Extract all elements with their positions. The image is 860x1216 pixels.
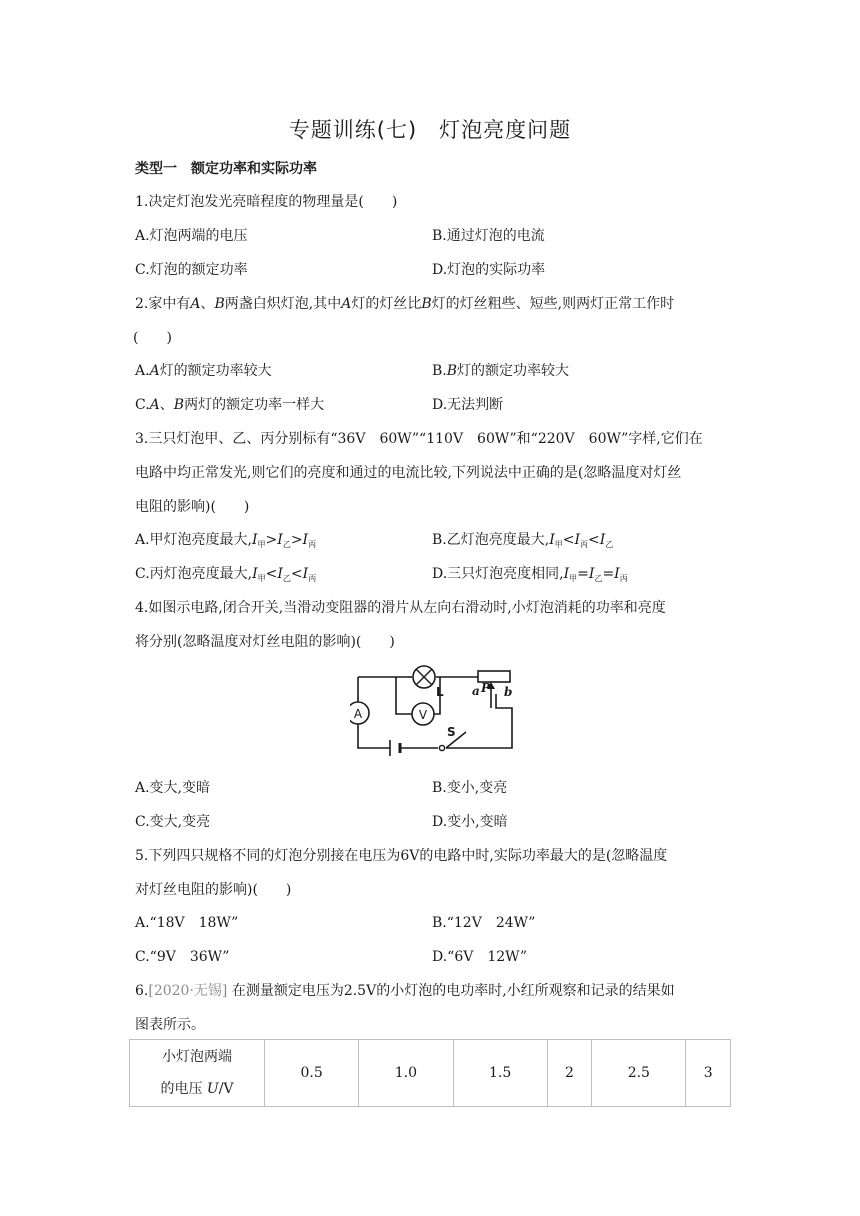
q4-option-c[interactable]: C.变大,变亮 <box>135 814 211 830</box>
q2-text: 灯的灯丝粗些、短些,则两灯正常工作时 <box>431 296 675 312</box>
question-2-stem-line1 <box>135 293 674 313</box>
q2-text: 2.家中有 <box>135 296 191 312</box>
ammeter-label: A <box>353 707 363 721</box>
table-cell: 1.5 <box>453 1040 547 1107</box>
current-symbol: I <box>252 566 258 582</box>
q1-option-b[interactable]: B.通过灯泡的电流 <box>432 228 545 244</box>
page-title: 专题训练(七) 灯泡亮度问题 <box>288 118 572 142</box>
relation: > <box>290 532 303 548</box>
relation: < <box>588 532 600 548</box>
question-3-stem-line1: 3.三只灯泡甲、乙、丙分别标有“36V 60W”“110V 60W”和“220V 60W”字样,它们在 <box>135 431 703 447</box>
q2-option-b[interactable] <box>432 360 569 380</box>
q2-option-letter: C. <box>135 397 150 413</box>
q4-option-b[interactable]: B.变小,变亮 <box>432 780 508 796</box>
q3-option-b[interactable] <box>432 529 613 550</box>
current-symbol: I <box>302 532 309 548</box>
subscript-yi: 乙 <box>594 574 603 583</box>
table-cell: 0.5 <box>265 1040 359 1107</box>
current-symbol: I <box>252 532 258 548</box>
q2-text: 、 <box>159 397 174 413</box>
current-symbol: I <box>302 566 309 582</box>
q2-var-b: B <box>214 296 225 312</box>
q2-text: 两盏白炽灯泡,其中 <box>224 296 342 312</box>
q3-option-text: D.三只灯泡亮度相同, <box>432 566 564 582</box>
slider-label-b: b <box>504 685 513 699</box>
q2-option-letter: A. <box>135 363 150 379</box>
table-header-line1: 小灯泡两端 <box>162 1049 232 1065</box>
switch-label: S <box>447 725 456 739</box>
q3-option-text: B.乙灯泡亮度最大, <box>432 532 550 548</box>
question-2-stem-line2: ( ) <box>133 330 172 346</box>
q2-option-c[interactable] <box>135 394 324 414</box>
wire-volt-left <box>396 677 412 714</box>
current-symbol: I <box>599 532 606 548</box>
question-6-stem-line1 <box>135 980 675 1000</box>
voltmeter-label: V <box>418 708 428 722</box>
question-1-stem: 1.决定灯泡发光亮暗程度的物理量是( ) <box>135 194 398 210</box>
subscript-yi: 乙 <box>282 574 291 583</box>
q5-option-b[interactable]: B.“12V 24W” <box>432 915 536 931</box>
question-5-stem-line1: 5.下列四只规格不同的灯泡分别接在电压为6V的电路中时,实际功率最大的是(忽略温度 <box>135 848 668 864</box>
subscript-bing: 丙 <box>580 540 588 549</box>
question-3-stem-line2: 电路中均正常发光,则它们的亮度和通过的电流比较,下列说法中正确的是(忽略温度对灯丝 <box>135 465 682 481</box>
subscript-yi: 乙 <box>605 540 614 549</box>
table-header-unit: /V <box>218 1081 234 1097</box>
question-3-stem-line3: 电阻的影响)( ) <box>135 499 250 515</box>
q3-option-d[interactable] <box>432 563 628 584</box>
relation: < <box>290 566 303 582</box>
subscript-jia: 甲 <box>257 540 266 549</box>
q2-var-a: A <box>149 397 160 413</box>
q2-var-b: B <box>421 296 432 312</box>
question-4-stem-line1: 4.如图示电路,闭合开关,当滑动变阻器的滑片从左向右滑动时,小灯泡消耗的功率和亮度 <box>135 600 666 616</box>
relation: > <box>265 532 278 548</box>
q1-option-a[interactable]: A.灯泡两端的电压 <box>135 228 248 244</box>
slider-label-a: a <box>472 684 480 698</box>
q2-option-a[interactable] <box>135 360 272 380</box>
table-cell: 2 <box>547 1040 591 1107</box>
q2-option-text: 两灯的额定功率一样大 <box>184 397 325 413</box>
q5-option-c[interactable]: C.“9V 36W” <box>135 949 230 965</box>
subscript-yi: 乙 <box>282 540 291 549</box>
question-6-stem-line2: 图表所示。 <box>135 1017 205 1033</box>
relation: < <box>265 566 278 582</box>
q1-option-c[interactable]: C.灯泡的额定功率 <box>135 262 248 278</box>
relation: = <box>602 566 615 582</box>
q2-text: 、 <box>200 296 215 312</box>
q3-option-a[interactable] <box>135 529 316 550</box>
section-heading: 类型一 额定功率和实际功率 <box>135 161 317 177</box>
subscript-bing: 丙 <box>619 574 628 583</box>
current-symbol: I <box>614 566 620 582</box>
current-symbol: I <box>277 566 283 582</box>
relation: = <box>577 566 589 582</box>
table-header-cell <box>130 1040 265 1107</box>
q2-var-b: B <box>446 363 458 379</box>
q3-option-c[interactable] <box>135 563 316 584</box>
q2-var-a: A <box>341 296 352 312</box>
question-4-stem-line2: 将分别(忽略温度对灯丝电阻的影响)( ) <box>135 634 395 650</box>
q3-option-text: A.甲灯泡亮度最大, <box>135 532 253 548</box>
measurement-table <box>129 1039 731 1107</box>
table-row <box>130 1040 731 1107</box>
q2-var-a: A <box>190 296 201 312</box>
q6-number: 6. <box>135 983 149 999</box>
subscript-bing: 丙 <box>308 540 317 549</box>
relation: < <box>562 532 575 548</box>
q5-option-d[interactable]: D.“6V 12W” <box>432 949 527 965</box>
slider-label-p: P <box>481 681 491 695</box>
table-cell: 3 <box>686 1040 731 1107</box>
q2-option-text: 灯的额定功率较大 <box>457 363 570 379</box>
table-header-line2: 的电压 <box>160 1081 203 1097</box>
q2-option-text: 灯的额定功率较大 <box>159 363 272 379</box>
q2-text: 灯的灯丝比 <box>351 296 422 312</box>
subscript-jia: 甲 <box>257 574 266 583</box>
current-symbol: I <box>277 532 283 548</box>
q2-option-d[interactable]: D.无法判断 <box>432 397 504 413</box>
table-header-var: U <box>206 1081 219 1097</box>
table-cell: 1.0 <box>359 1040 453 1107</box>
q1-option-d[interactable]: D.灯泡的实际功率 <box>432 262 546 278</box>
q4-option-d[interactable]: D.变小,变暗 <box>432 814 508 830</box>
q2-var-a: A <box>149 363 160 379</box>
subscript-bing: 丙 <box>308 574 317 583</box>
current-symbol: I <box>563 566 570 582</box>
current-symbol: I <box>574 532 580 548</box>
q6-text: 在测量额定电压为2.5V的小灯泡的电功率时,小红所观察和记录的结果如 <box>227 983 675 999</box>
q2-var-b: B <box>173 397 185 413</box>
q4-option-a[interactable]: A.变大,变暗 <box>135 780 211 796</box>
switch-contact <box>439 745 444 750</box>
current-symbol: I <box>549 532 555 548</box>
q2-option-letter: B. <box>432 363 447 379</box>
q3-option-text: C.丙灯泡亮度最大, <box>135 566 253 582</box>
subscript-jia: 甲 <box>569 574 578 583</box>
wire-left-bottom <box>358 724 390 748</box>
lamp-label: L <box>436 685 444 699</box>
question-5-stem-line2: 对灯丝电阻的影响)( ) <box>135 882 292 898</box>
q6-source-tag: [2020·无锡] <box>148 983 228 999</box>
q5-option-a[interactable]: A.“18V 18W” <box>135 915 239 931</box>
subscript-jia: 甲 <box>554 540 563 549</box>
circuit-diagram <box>350 664 520 758</box>
current-symbol: I <box>588 566 595 582</box>
table-cell: 2.5 <box>592 1040 686 1107</box>
